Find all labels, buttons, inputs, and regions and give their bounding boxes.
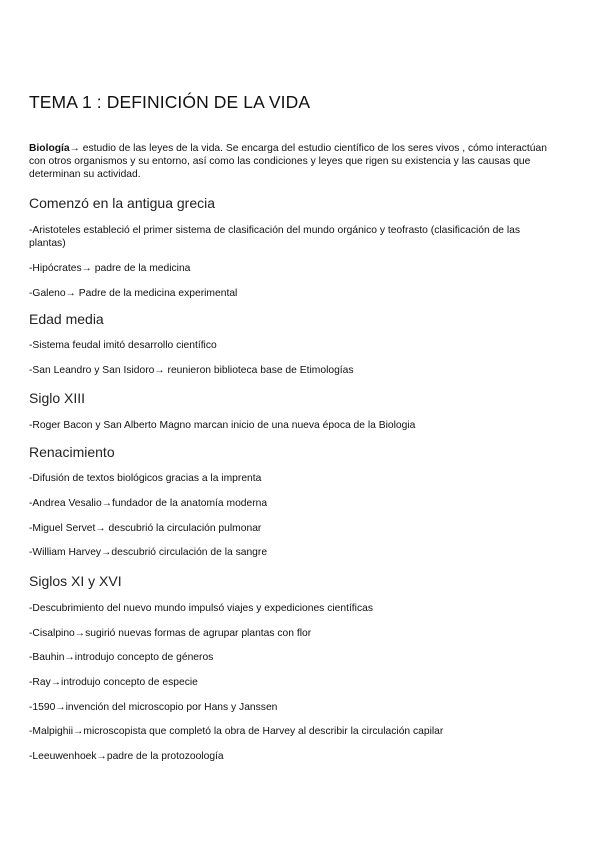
intro-paragraph [29, 142, 549, 181]
list-item: -Descubrimiento del nuevo mundo impulsó viajes y expediciones científicas [29, 603, 373, 614]
list-item: -Malpighii→microscopista que completó la obra de Harvey al describir la circulación capilar [29, 726, 444, 737]
list-item: -Leeuwenhoek→padre de la protozoología [29, 751, 224, 762]
page-title: TEMA 1 : DEFINICIÓN DE LA VIDA [29, 92, 311, 112]
list-item: -Cisalpino→sugirió nuevas formas de agrupar plantas con flor [29, 628, 312, 639]
list-item: -Aristoteles estableció el primer sistema de clasificación del mundo orgánico y teofrasto (clasificación de las plantas) [29, 225, 521, 249]
list-item: -Andrea Vesalio→fundador de la anatomía moderna [29, 498, 268, 509]
list-item: -Ray→introdujo concepto de especie [29, 677, 198, 688]
list-item: -Roger Bacon y San Alberto Magno marcan inicio de una nueva época de la Biologia [29, 420, 416, 431]
section-heading-siglo-xiii: Siglo XIII [29, 390, 86, 406]
list-item: -Difusión de textos biológicos gracias a la imprenta [29, 473, 262, 484]
list-item: -San Leandro y San Isidoro→ reunieron biblioteca base de Etimologías [29, 365, 354, 376]
list-item: -1590→invención del microscopio por Hans y Janssen [29, 702, 278, 713]
list-item: -Hipócrates→ padre de la medicina [29, 263, 191, 274]
list-item: -William Harvey→descubrió circulación de la sangre [29, 547, 268, 558]
list-item: -Miguel Servet→ descubrió la circulación pulmonar [29, 523, 262, 534]
section-heading-grecia: Comenzó en la antigua grecia [29, 195, 216, 211]
section-heading-siglos-xi-xvi: Siglos XI y XVI [29, 573, 122, 589]
list-item: -Galeno→ Padre de la medicina experimental [29, 288, 238, 299]
list-item: -Sistema feudal imitó desarrollo científico [29, 340, 217, 351]
intro-text: → estudio de las leyes de la vida. Se encarga del estudio científico de los seres vivos , cómo interactúan con otros organismos y su entorno, así como las condiciones y leyes que rigen su existencia y las causas que determinan su actividad. [29, 143, 547, 180]
section-heading-renacimiento: Renacimiento [29, 444, 115, 460]
intro-term: Biología [29, 143, 70, 154]
list-item: -Bauhin→introdujo concepto de géneros [29, 652, 214, 663]
section-heading-edad-media: Edad media [29, 311, 104, 327]
